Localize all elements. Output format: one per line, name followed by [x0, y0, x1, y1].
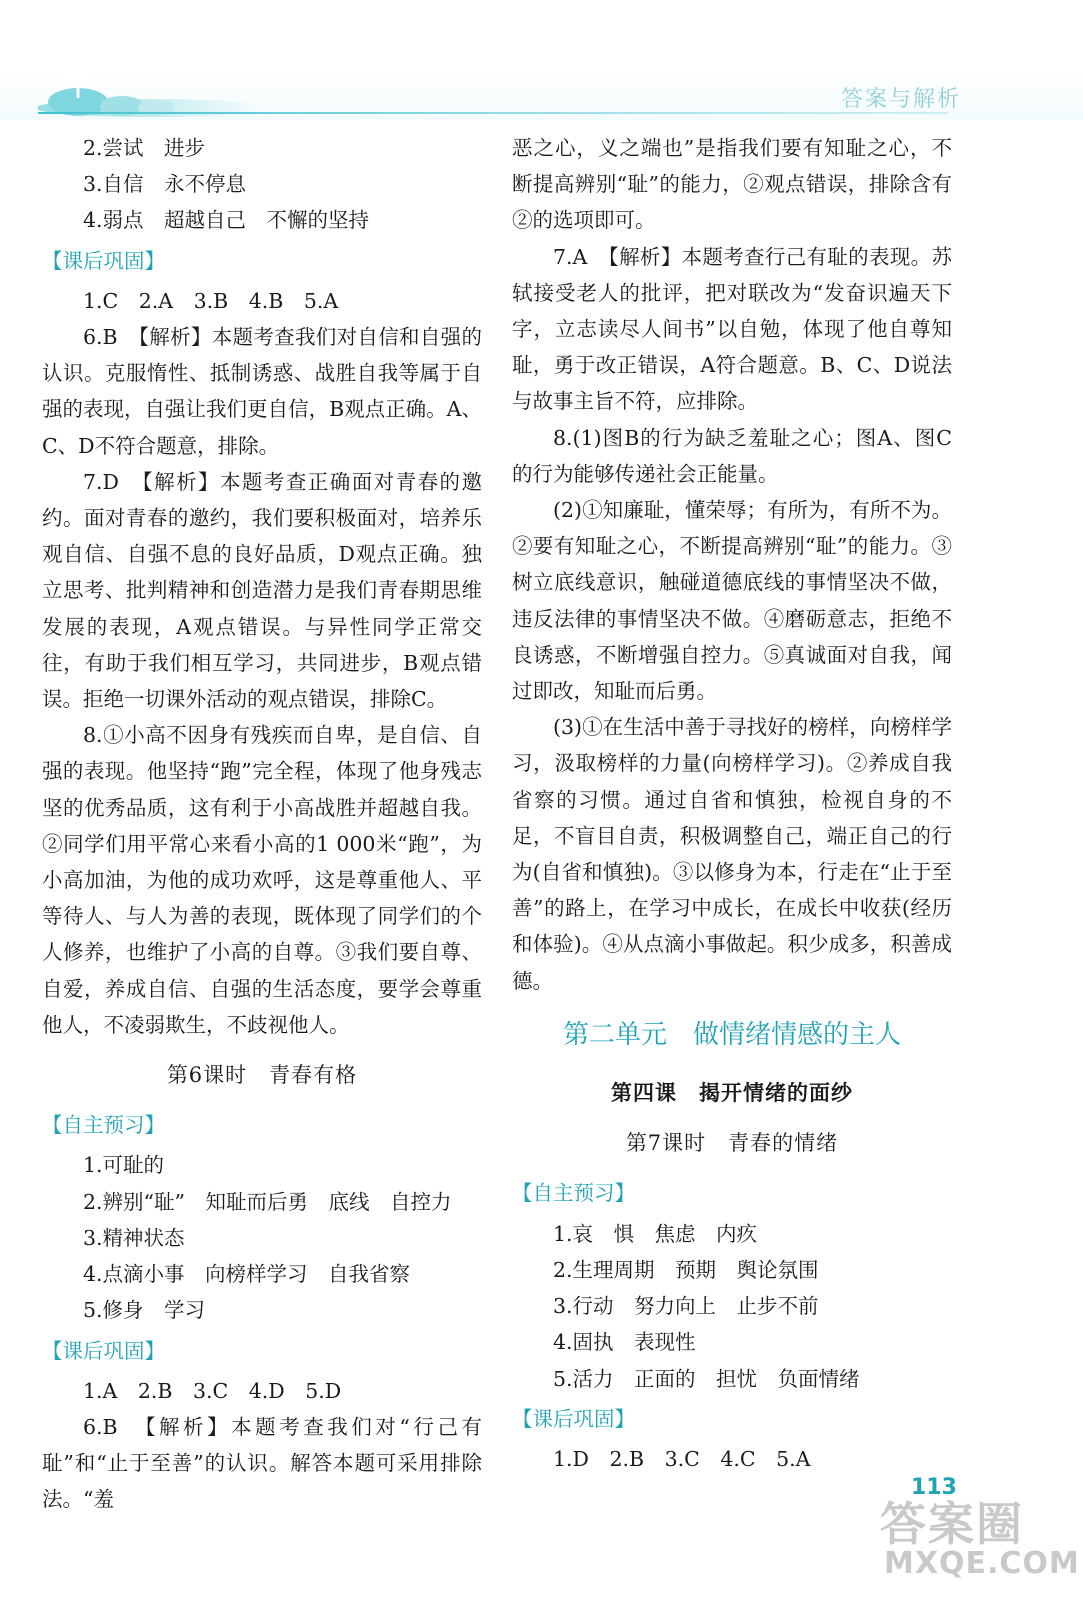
answer-q7: 7.D 【解析】本题考查正确面对青春的邀约。面对青春的邀约，我们要积极面对，培养乐观自信、自强不息的良好品质，D观点正确。独立思考、批判精神和创造潜力是我们青春期思维发展的表现，A观点错误。与异性同学正常交往，有助于我们相互学习，共同进步，B观点错误。拒绝一切课外活动的观点错误，排除C。	[42, 469, 482, 712]
header-title: 答案与解析	[840, 87, 961, 112]
header-rule	[38, 112, 948, 114]
section-heading-zizhu: 【自主预习】	[42, 1113, 165, 1138]
answer-row: 1.C 2.A 3.B 4.B 5.A	[83, 288, 339, 313]
list-item: 4.固执 表现性	[553, 1330, 696, 1355]
list-item: 5.活力 正面的 担忧 负面情绪	[553, 1366, 860, 1391]
list-item: 3.自信 永不停息	[83, 172, 247, 197]
section-heading-kehou: 【课后巩固】	[42, 248, 165, 273]
watermark-url: MXQE.COM	[884, 1546, 1080, 1581]
list-item: 2.生理周期 预期 舆论氛围	[553, 1257, 819, 1282]
answer-q8-part1: 8.(1)图B的行为缺乏羞耻之心；图A、图C的行为能够传递社会正能量。	[512, 425, 952, 486]
answer-continuation: 恶之心，义之端也”是指我们要有知耻之心，不断提高辨别“耻”的能力，②观点错误，排除含有②的选项即可。	[512, 136, 952, 233]
answer-row: 1.A 2.B 3.C 4.D 5.D	[83, 1378, 342, 1403]
left-column	[42, 130, 482, 1518]
answer-q6: 6.B 【解析】本题考查我们对“行己有耻”和“止于至善”的认识。解答本题可采用排除法。“羞	[42, 1414, 482, 1512]
unit-title: 第二单元 做情绪情感的主人	[562, 1019, 901, 1050]
section-heading-kehou: 【课后巩固】	[512, 1406, 635, 1431]
answer-row: 1.D 2.B 3.C 4.C 5.A	[553, 1446, 811, 1471]
subsection-title: 第7课时 青春的情绪	[625, 1131, 839, 1156]
answer-q8: 8.①小高不因身有残疾而自卑，是自信、自强的表现。他坚持“跑”完全程，体现了他身残志坚的优秀品质，这有利于小高战胜并超越自我。②同学们用平常心来看小高的1 000米“跑”，为小高加油，为他的成功欢呼，这是尊重他人、平等待人、与人为善的表现，既体现了同学们的个人修养，也维护了小高的自尊。③我们要自尊、自爱，养成自信、自强的生活态度，要学会尊重他人，不凌弱欺生，不歧视他人。	[42, 723, 482, 1037]
page-number: 113	[911, 1475, 957, 1500]
list-item: 4.弱点 超越自己 不懈的坚持	[83, 208, 370, 233]
right-column	[512, 130, 952, 1477]
answer-q8-part2: (2)①知廉耻，懂荣辱；有所为，有所不为。②要有知耻之心，不断提高辨别“耻”的能力。③树立底线意识，触碰道德底线的事情坚决不做，违反法律的事情坚决不做。④磨砺意志，拒绝不良诱惑，不断增强自控力。⑤真诚面对自我，闻过即改，知耻而后勇。	[512, 498, 952, 704]
list-item: 1.哀 惧 焦虑 内疚	[553, 1221, 758, 1246]
list-item: 3.行动 努力向上 止步不前	[553, 1294, 819, 1319]
list-item: 5.修身 学习	[83, 1298, 206, 1323]
list-item: 2.辨别“耻” 知耻而后勇 底线 自控力	[83, 1189, 452, 1214]
lesson-title: 第四课 揭开情绪的面纱	[611, 1080, 853, 1106]
lesson-title: 第6课时 青春有格	[166, 1063, 358, 1088]
list-item: 2.尝试 进步	[83, 136, 206, 160]
watermark	[870, 1488, 1080, 1588]
list-item: 3.精神状态	[83, 1225, 185, 1250]
list-item: 4.点滴小事 向榜样学习 自我省察	[83, 1262, 411, 1287]
list-item: 1.可耻的	[83, 1153, 165, 1178]
section-heading-kehou: 【课后巩固】	[42, 1338, 165, 1363]
answer-q8-part3: (3)①在生活中善于寻找好的榜样，向榜样学习，汲取榜样的力量(向榜样学习)。②养成自我省察的习惯。通过自省和慎独，检视自身的不足，不盲目自责，积极调整自己，端正自己的行为(自省和慎独)。③以修身为本，行走在“止于至善”的路上，在学习中成长，在成长中收获(经历和体验)。④从点滴小事做起。积少成多，积善成德。	[512, 715, 952, 993]
watermark-text: 答案圈	[880, 1497, 1024, 1551]
answer-q6: 6.B 【解析】本题考查我们对自信和自强的认识。克服惰性、抵制诱惑、战胜自我等属于自强的表现，自强让我们更自信，B观点正确。A、C、D不符合题意，排除。	[42, 325, 482, 458]
section-heading-zizhu: 【自主预习】	[512, 1181, 635, 1206]
windmill-logo-icon	[38, 62, 268, 118]
answer-q7: 7.A 【解析】本题考查行己有耻的表现。苏轼接受老人的批评，把对联改为“发奋识遍天下字，立志读尽人间书”以自勉，体现了他自尊知耻，勇于改正错误，A符合题意。B、C、D说法与故事主旨不符，应排除。	[512, 244, 952, 414]
